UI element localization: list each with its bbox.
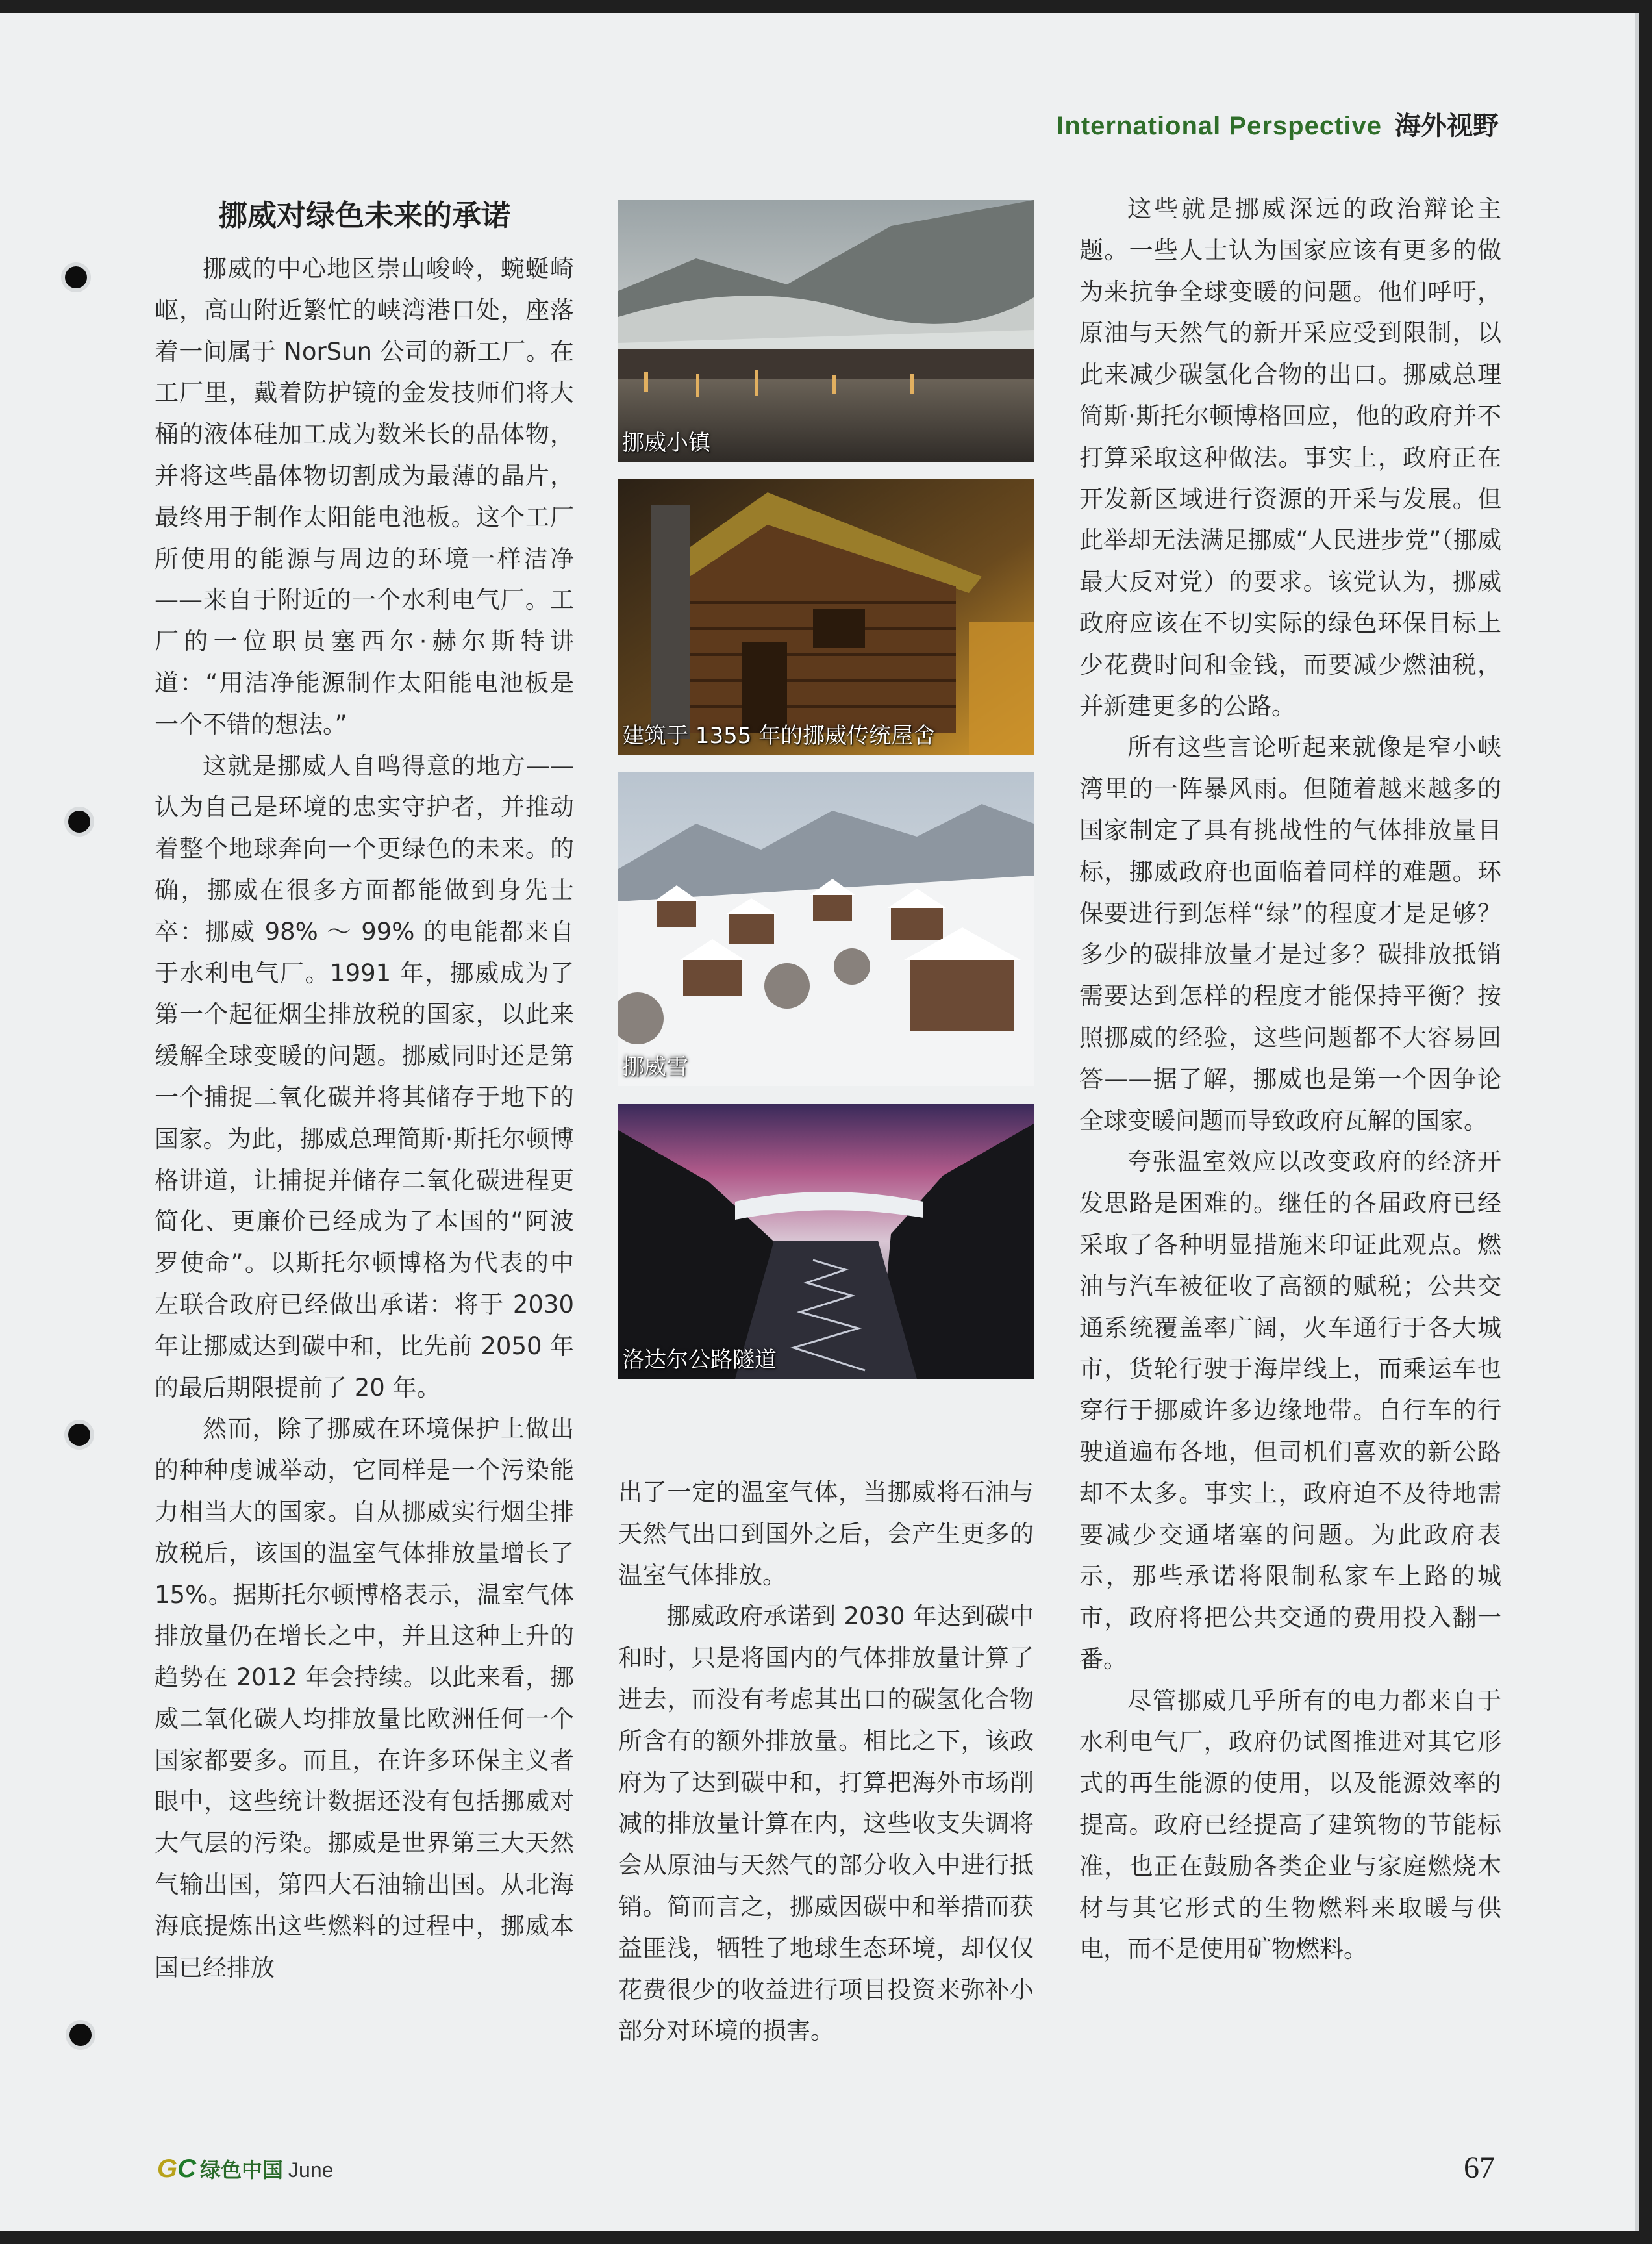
magazine-logo [157,2154,196,2183]
paragraph: 夸张温室效应以改变政府的经济开发思路是困难的。继任的各届政府已经采取了各种明显措施来印证此观点。燃油与汽车被征收了高额的赋税；公共交通系统覆盖率广阔，火车通行于各大城市，货轮行驶于海岸线上，而乘运车也穿行于挪威许多边缘地带。自行车的行驶道遍布各地，但司机们喜欢的新公路却不太多。事实上，政府迫不及待地需要减少交通堵塞的问题。为此政府表示，那些承诺将限制私家车上路的城市，政府将把公共交通的费用投入翻一番。 [1079,1148,1501,1673]
snow-village-photo-icon [618,772,1034,1086]
photo-mountain-road [618,1104,1034,1379]
binder-hole-icon [68,811,90,833]
binder-hole-icon [65,266,87,288]
photo-snow-village [618,772,1034,1086]
paragraph: 这就是挪威人自鸣得意的地方——认为自己是环境的忠实守护者，并推动着整个地球奔向一个更绿色的未来。的确，挪威在很多方面都能做到身先士卒：挪威 98% ～ 99% 的电能都来自于水利电气厂。1991 年，挪威成为了第一个起征烟尘排放税的国家，以此来缓解全球变暖的问题。挪威同时还是第一个捕捉二氧化碳并将其储存于地下的国家。为此，挪威总理简斯·斯托尔顿博格讲道，让捕捉并储存二氧化碳进程更简化、更廉价已经成为了本国的“阿波罗使命”。以斯托尔顿博格为代表的中左联合政府已经做出承诺：将于 2030 年让挪威达到碳中和，比先前 2050 年的最后期限提前了 20 年。 [155,751,574,1402]
norway-town-photo-icon [618,200,1034,462]
paragraph: 挪威的中心地区崇山峻岭，蜿蜒崎岖，高山附近繁忙的峡湾港口处，座落着一间属于 NorSun 公司的新工厂。在工厂里，戴着防护镜的金发技师们将大桶的液体硅加工成为数米长的晶体物，并将这些晶体物切割成为最薄的晶片，最终用于制作太阳能电池板。这个工厂所使用的能源与周边的环境一样洁净——来自于附近的一个水利电气厂。工厂的一位职员塞西尔·赫尔斯特讲道：“用洁净能源制作太阳能电池板是一个不错的想法。” [155,255,574,738]
binder-hole-icon [68,1424,90,1446]
issue-month: June [288,2158,334,2182]
article-column-2 [618,1472,1034,2052]
photo-caption: 挪威雪 [622,1054,688,1080]
paragraph: 尽管挪威几乎所有的电力都来自于水利电气厂，政府仍试图推进对其它形式的再生能源的使用，以及能源效率的提高。政府已经提高了建筑物的节能标准，也正在鼓励各类企业与家庭燃烧木材与其它形式的生物燃料来取暖与供电，而不是使用矿物燃料。 [1079,1686,1501,1963]
mountain-road-photo-icon [618,1104,1034,1379]
magazine-page [0,13,1639,2231]
paragraph: 出了一定的温室气体，当挪威将石油与天然气出口到国外之后，会产生更多的温室气体排放。 [618,1478,1034,1589]
footer [157,2154,333,2184]
photo-caption: 建筑于 1355 年的挪威传统屋舍 [622,723,936,749]
section-title-english: International Perspective [1057,112,1382,140]
page-number: 67 [1464,2150,1495,2185]
paragraph: 所有这些言论听起来就像是窄小峡湾里的一阵暴风雨。但随着越来越多的国家制定了具有挑战性的气体排放量目标，挪威政府也面临着同样的难题。环保要进行到怎样“绿”的程度才是足够？多少的碳排放量才是过多？碳排放抵销需要达到怎样的程度才能保持平衡？按照挪威的经验，这些问题都不大容易回答——据了解，挪威也是第一个因争论全球变暖问题而导致政府瓦解的国家。 [1079,733,1501,1135]
section-title-chinese: 海外视野 [1395,111,1499,141]
article-column-1 [155,196,574,1988]
traditional-house-photo-icon [618,479,1034,755]
article-title: 挪威对绿色未来的承诺 [218,198,510,233]
binder-hole-icon [69,2024,92,2046]
paragraph: 这些就是挪威深远的政治辩论主题。一些人士认为国家应该有更多的做为来抗争全球变暖的问题。他们呼吁，原油与天然气的新开采应受到限制，以此来减少碳氢化合物的出口。挪威总理简斯·斯托尔顿博格回应，他的政府并不打算采取这种做法。事实上，政府正在开发新区域进行资源的开采与发展。但此举却无法满足挪威“人民进步党”（挪威最大反对党）的要求。该党认为，挪威政府应该在不切实际的绿色环保目标上少花费时间和金钱，而要减少燃油税，并新建更多的公路。 [1079,195,1501,720]
article-column-3 [1079,188,1501,1970]
logo-letter-c: C [177,2154,197,2183]
magazine-name: 绿色中国 [200,2158,284,2182]
logo-letter-g: G [157,2154,178,2183]
section-header [1057,105,1499,142]
photo-norway-town [618,200,1034,462]
paragraph: 挪威政府承诺到 2030 年达到碳中和时，只是将国内的气体排放量计算了进去，而没有考虑其出口的碳氢化合物所含有的额外排放量。相比之下，该政府为了达到碳中和，打算把海外市场削减的排放量计算在内，这些收支失调将会从原油与天然气的部分收入中进行抵销。简而言之，挪威因碳中和举措而获益匪浅，牺牲了地球生态环境，却仅仅花费很少的收益进行项目投资来弥补小部分对环境的损害。 [618,1602,1034,2045]
photo-caption: 洛达尔公路隧道 [622,1347,777,1373]
photo-caption: 挪威小镇 [622,430,710,456]
paragraph: 然而，除了挪威在环境保护上做出的种种虔诚举动，它同样是一个污染能力相当大的国家。自从挪威实行烟尘排放税后，该国的温室气体排放量增长了 15%。据斯托尔顿博格表示，温室气体排放量仍在增长之中，并且这种上升的趋势在 2012 年会持续。以此来看，挪威二氧化碳人均排放量比欧洲任何一个国家都要多。而且，在许多环保主义者眼中，这些统计数据还没有包括挪威对大气层的污染。挪威是世界第三大天然气输出国，第四大石油输出国。从北海海底提炼出这些燃料的过程中，挪威本国已经排放 [155,1415,574,1982]
photo-traditional-house [618,479,1034,755]
